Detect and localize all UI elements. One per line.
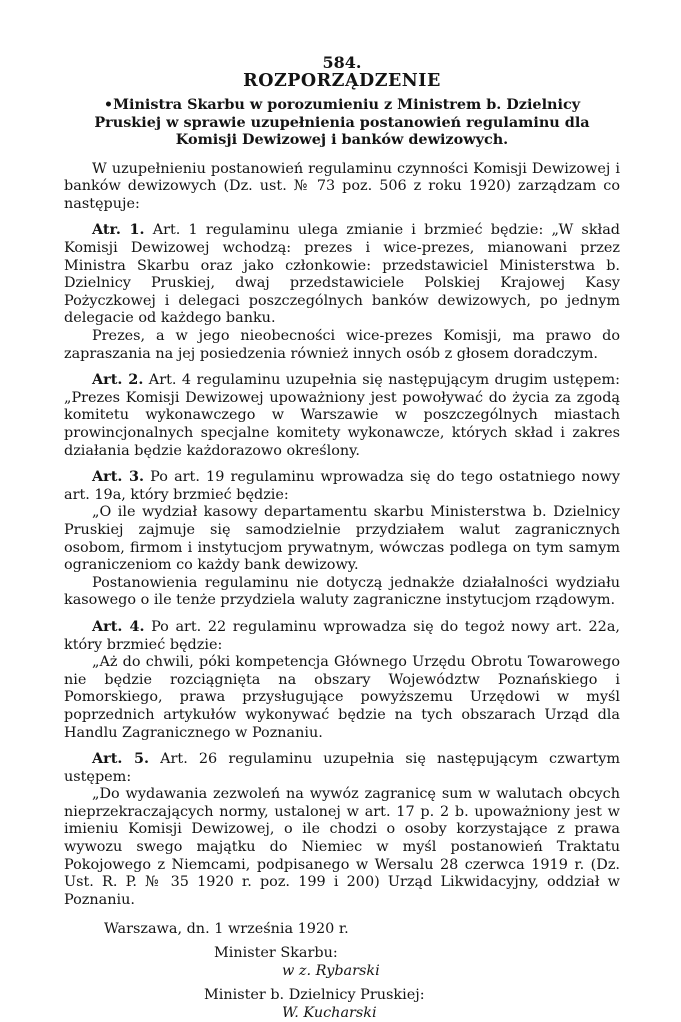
article-4 (64, 618, 620, 654)
document-heading: ROZPORZĄDZENIE (243, 70, 441, 91)
signatory-2-name: W. Kucharski (282, 1005, 377, 1022)
article-4-quote: „Aż do chwili, póki kompetencja Głównego Urzędu Obrotu Towarowego nie będzie rozciągnięta na obszary Województw Poznańskiego i Pomorskiego, prawa przysługujące powyższemu Urzędowi w myśl poprzednich artykułów wykonywać będzie na tych obszarach Urząd dla Handlu Zagranicznego w Poznaniu. (64, 654, 620, 741)
article-5 (64, 750, 620, 786)
article-5-text: Art. 26 regulaminu uzupełnia się następującym czwartym ustępem: (64, 751, 621, 785)
place-date: Warszawa, dn. 1 września 1920 r. (104, 921, 349, 938)
article-2-text: Art. 4 regulaminu uzupełnia się następującym drugim ustępem: „Prezes Komisji Dewizowej upoważniony jest powoływać do życia za zgodą komitetu wykonawczego w Warszawie w poszczególnych miastach prowincjonalnych specjalne komitety wykonawcze, których skład i zakres działania będzie każdorazowo określony. (64, 372, 621, 459)
signatory-2-title: Minister b. Dzielnicy Pruskiej: (204, 987, 425, 1004)
article-1-text: Art. 1 regulaminu ulega zmianie i brzmieć będzie: „W skład Komisji Dewizowej wchodzą: prezes i wice-prezes, mianowani przez Ministra Skarbu oraz jako członkowie: przedstawiciel Ministerstwa b. Dzielnicy Pruskiej, dwaj przedstawiciele Polskiej Krajowej Kasy Pożyczkowej i delegaci poszczególnych banków dewizowych, po jednym delegacie od każdego banku. (64, 222, 620, 327)
article-5-label: Art. 5. (92, 750, 149, 768)
intro-paragraph: W uzupełnieniu postanowień regulaminu czynności Komisji Dewizowej i banków dewizowych (Dz. ust. № 73 poz. 506 z roku 1920) zarządzam co następuje: (64, 160, 620, 212)
article-2-label: Art. 2. (92, 371, 144, 389)
document-subtitle: •Ministra Skarbu w porozumieniu z Ministrem b. Dzielnicy Pruskiej w sprawie uzupełnienia postanowień regulaminu dla Komisji Dewizowej i banków dewizowych. (94, 96, 590, 149)
article-3-paragraph-2: Postanowienia regulaminu nie dotyczą jednakże działalności wydziału kasowego o ile tenże przydziela waluty zagraniczne instytucjom rządowym. (64, 574, 620, 609)
article-3 (64, 468, 620, 504)
article-4-text: Po art. 22 regulaminu wprowadza się do tegoż nowy art. 22a, który brzmieć będzie: (64, 618, 620, 653)
article-2 (64, 371, 620, 460)
article-3-quote: „O ile wydział kasowy departamentu skarbu Ministerstwa b. Dzielnicy Pruskiej zajmuje się samodzielnie przydziałem walut zagranicznych osobom, firmom i instytucjom prywatnym, wówczas podlega on tym samym ograniczeniom co każdy bank dewizowy. (64, 504, 620, 574)
document-number: 584. (322, 53, 362, 72)
article-3-label: Art. 3. (92, 468, 145, 486)
article-1-paragraph-2: Prezes, a w jego nieobecności wice-prezes Komisji, ma prawo do zapraszania na jej posiedzenia również innych osób z głosem doradczym. (64, 328, 620, 362)
article-1-label: Atr. 1. (92, 221, 145, 239)
article-5-quote: „Do wydawania zezwoleń na wywóz zagranicę sum w walutach obcych nieprzekraczających normy, ustalonej w art. 17 p. 2 b. upoważniony jest w imieniu Komisji Dewizowej, o ile chodzi o osoby korzystające z prawa wywozu swego majątku do Niemiec w myśl postanowień Traktatu Pokojowego z Niemcami, podpisanego w Wersalu 28 czerwca 1919 r. (Dz. Ust. R. P. № 35 1920 r. poz. 199 i 200) Urząd Likwidacyjny, oddział w Poznaniu. (64, 786, 620, 908)
article-3-text: Po art. 19 regulaminu wprowadza się do tego ostatniego nowy art. 19a, który brzmieć będzie: (64, 469, 620, 503)
document-page (64, 54, 620, 1022)
article-1 (64, 221, 620, 328)
signatory-1-name: w z. Rybarski (282, 963, 380, 980)
signatory-1-title: Minister Skarbu: (214, 945, 338, 962)
signature-block (64, 920, 620, 1022)
article-4-label: Art. 4. (92, 617, 145, 635)
